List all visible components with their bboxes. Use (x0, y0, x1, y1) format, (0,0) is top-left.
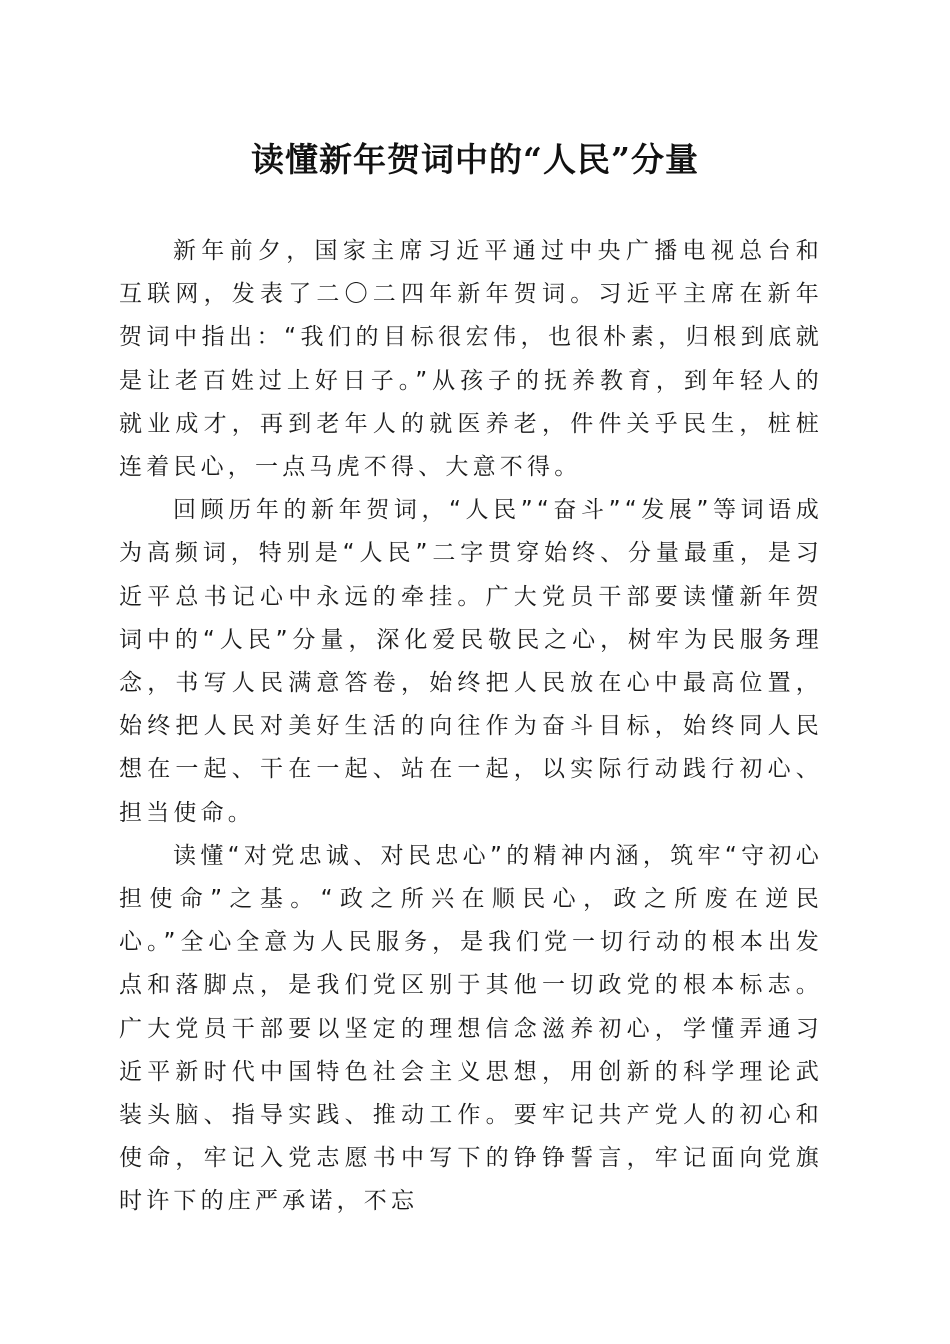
paragraph-1: 新年前夕，国家主席习近平通过中央广播电视总台和互联网，发表了二〇二四年新年贺词。习近平主席在新年贺词中指出：“我们的目标很宏伟，也很朴素，归根到底就是让老百姓过上好日子。”从孩子的抚养教育，到年轻人的就业成才，再到老年人的就医养老，件件关乎民生，桩桩连着民心，一点马虎不得、大意不得。 (119, 238, 823, 481)
paragraph-2: 回顾历年的新年贺词，“人民”“奋斗”“发展”等词语成为高频词，特别是“人民”二字贯穿始终、分量最重，是习近平总书记心中永远的牵挂。广大党员干部要读懂新年贺词中的“人民”分量，深化爱民敬民之心，树牢为民服务理念，书写人民满意答卷，始终把人民放在心中最高位置，始终把人民对美好生活的向往作为奋斗目标，始终同人民想在一起、干在一起、站在一起，以实际行动践行初心、担当使命。 (119, 497, 823, 826)
document-title: 读懂新年贺词中的“人民”分量 (251, 140, 699, 179)
paragraph-3: 读懂“对党忠诚、对民忠心”的精神内涵，筑牢“守初心担使命”之基。“政之所兴在顺民心，政之所废在逆民心。”全心全意为人民服务，是我们党一切行动的根本出发点和落脚点，是我们党区别于其他一切政党的根本标志。广大党员干部要以坚定的理想信念滋养初心，学懂弄通习近平新时代中国特色社会主义思想，用创新的科学理论武装头脑、指导实践、推动工作。要牢记共产党人的初心和使命，牢记入党志愿书中写下的铮铮誓言，牢记面向党旗时许下的庄严承诺，不忘 (119, 842, 823, 1215)
document-body (119, 230, 823, 1224)
